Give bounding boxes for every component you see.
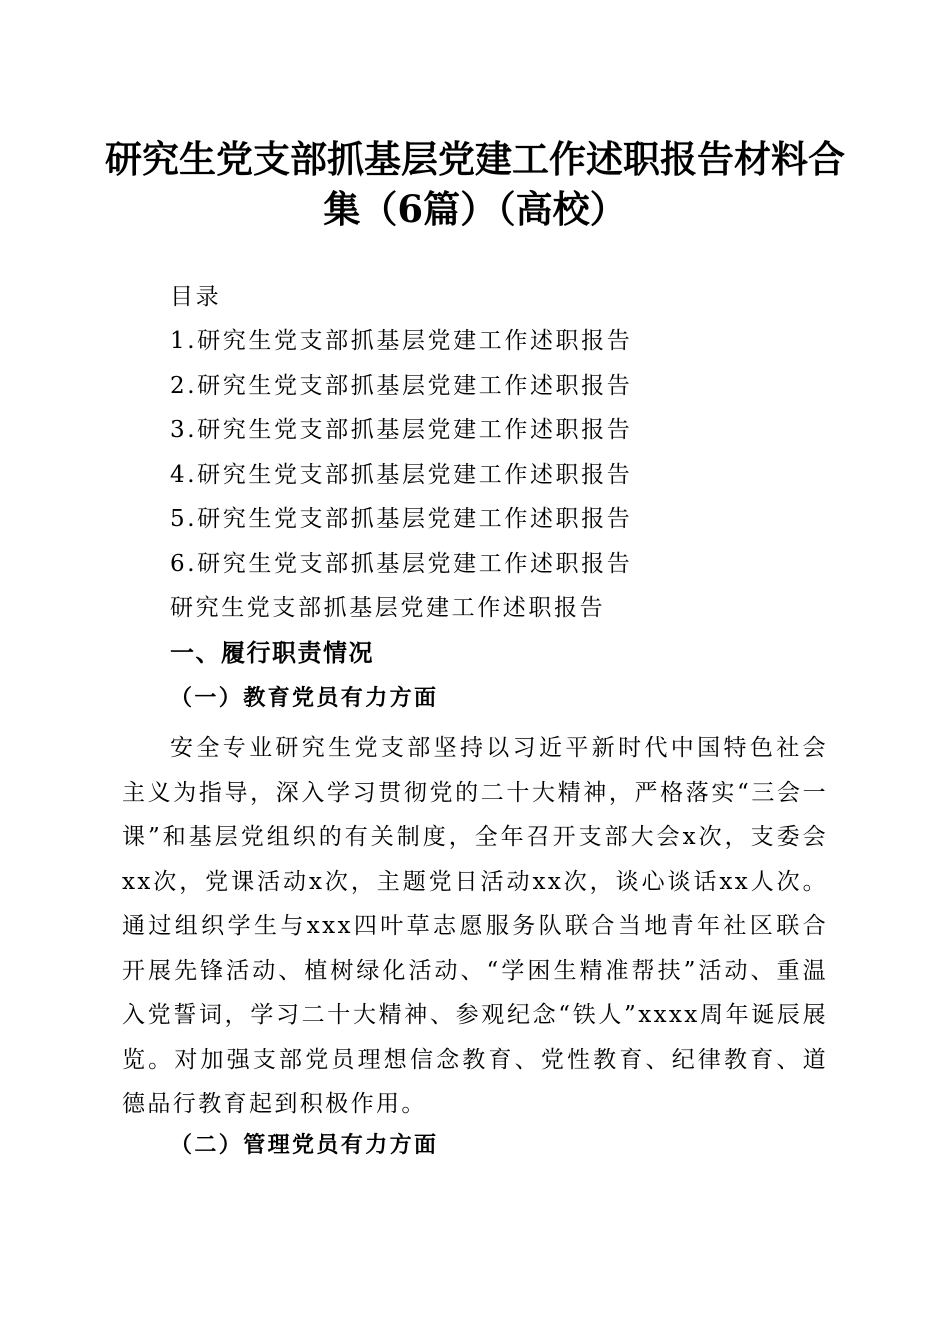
toc-item-3: 3.研究生党支部抓基层党建工作述职报告	[170, 417, 633, 443]
toc-item-2: 2.研究生党支部抓基层党建工作述职报告	[170, 373, 633, 399]
toc-item-1: 1.研究生党支部抓基层党建工作述职报告	[170, 328, 633, 354]
subsection-heading-1: （一）教育党员有力方面	[170, 685, 439, 711]
subsection-heading-2: （二）管理党员有力方面	[170, 1132, 439, 1158]
toc-item-6: 6.研究生党支部抓基层党建工作述职报告	[170, 551, 633, 577]
toc-item-5: 5.研究生党支部抓基层党建工作述职报告	[170, 506, 633, 532]
document-title	[100, 134, 850, 234]
section-heading-1: 一、履行职责情况	[170, 639, 374, 667]
article-title: 研究生党支部抓基层党建工作述职报告	[170, 595, 606, 621]
toc-heading: 目录	[170, 284, 222, 310]
title-line-1: 研究生党支部抓基层党建工作述职报告材料合	[105, 137, 845, 181]
body-paragraph-1: 安全专业研究生党支部坚持以习近平新时代中国特色社会主义为指导，深入学习贯彻党的二十大精神，严格落实“三会一课”和基层党组织的有关制度，全年召开支部大会x次，支委会xx次，党课活动x次，主题党日活动xx次，谈心谈话xx人次。通过组织学生与xxx四叶草志愿服务队联合当地青年社区联合开展先锋活动、植树绿化活动、“学困生精准帮扶”活动、重温入党誓词，学习二十大精神、参观纪念“铁人”xxxx周年诞辰展览。对加强支部党员理想信念教育、党性教育、纪律教育、道德品行教育起到积极作用。	[122, 735, 828, 1117]
toc-item-4: 4.研究生党支部抓基层党建工作述职报告	[170, 462, 633, 488]
title-line-2: 集（6篇）（高校）	[323, 187, 627, 231]
